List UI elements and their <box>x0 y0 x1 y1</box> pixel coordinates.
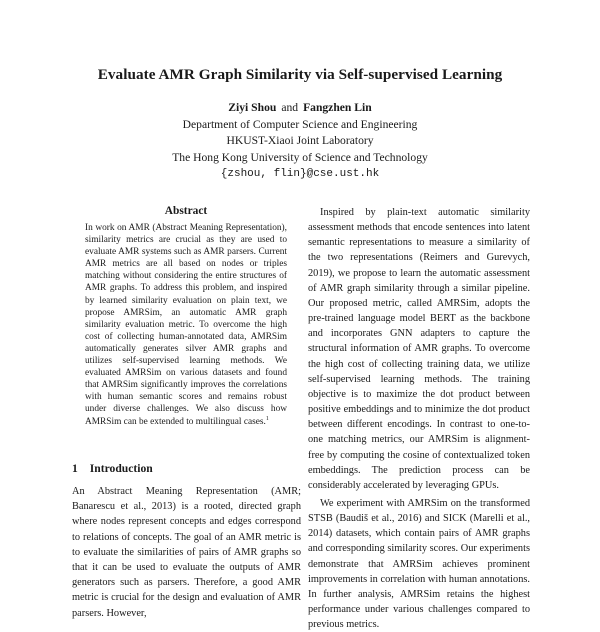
affiliation-line: The Hong Kong University of Science and Technology <box>172 150 428 164</box>
section-title: Introduction <box>89 462 153 475</box>
abstract-paragraph: In work on AMR (Abstract Meaning Representation), similarity metrics are crucial as they are used to evaluate AMR systems such as AMR parsers. Current AMR metrics are all based on nodes or triples matching without considering the entire structures of AMR graphs. To address this problem, and inspired by learned similarity evaluation on plain text, we propose AMRSim, an automatic AMR graph similarity evaluation metric. To overcome the high cost of collecting human-annotated data, AMRSim automatically generates silver AMR graphs and utilizes self-supervised learning methods. We evaluated AMRSim on various datasets and found that AMRSim significantly improves the correlations with human semantic scores and remains robust under diverse challenges. We also discuss how AMRSim can be extended to multilingual cases. <box>85 223 287 427</box>
author-names <box>0 100 600 117</box>
affiliation-line: HKUST-Xiaoi Joint Laboratory <box>226 134 374 148</box>
author-name: Ziyi Shou <box>228 101 277 114</box>
author-block <box>0 100 600 183</box>
affiliation-line: Department of Computer Science and Engineering <box>182 117 418 131</box>
paper-title: Evaluate AMR Graph Similarity via Self-supervised Learning <box>97 66 503 83</box>
abstract-heading: Abstract <box>164 205 208 217</box>
abstract-text <box>85 222 287 428</box>
author-email: {zshou, flin}@cse.ust.hk <box>220 168 380 181</box>
right-column <box>308 205 530 632</box>
author-conjunction: and <box>281 101 299 114</box>
intro-paragraph: An Abstract Meaning Representation (AMR; Banarescu et al., 2013) is a rooted, directed graph where nodes represent concepts and edges correspond to relations of concepts. The goal of an AMR metric is to evaluate the similarities of pairs of AMR graphs so that it can be used to evaluate the outputs of AMR generators such as parsers. Therefore, a good AMR metric is crucial for the design and evaluation of AMR parsers. However, <box>72 486 301 619</box>
body-paragraph: Inspired by plain-text automatic similarity assessment methods that encode sentences into latent semantic representations to measure a similarity of the two representations (Reimers and Gurevych, 2019), we propose to learn the automatic assessment of AMR graph similarity through a similar pipeline. Our proposed metric, called AMRSim, adopts the pre-trained language model BERT as the backbone and incorporates GNN adapters to capture the structural information of AMR graphs. To overcome the high cost of collecting training data, we utilize self-supervised learning methods. The training objective is to maximize the dot product between positive embeddings and to minimize the dot product between different encodings. In contrast to one-to-one matching metrics, our AMRSim is alignment-free by computing the cosine of contextualized token embeddings. The prediction process can be considerably accelerated by leveraging GPUs. <box>308 207 530 491</box>
section-number: 1 <box>72 462 78 475</box>
author-name: Fangzhen Lin <box>303 101 372 114</box>
section-heading <box>72 462 153 475</box>
footnote-marker: 1 <box>265 415 269 422</box>
body-paragraph: We experiment with AMRSim on the transformed STSB (Baudiš et al., 2016) and SICK (Marelli et al., 2014) datasets, which contain pairs of AMR graphs and corresponding similarity scores. Our experiments demonstrate that AMRSim achieves prominent improvements in correlation with human annotations. In further analysis, AMRSim retains the highest performance under various challenges compared to previous metrics. <box>308 497 530 631</box>
